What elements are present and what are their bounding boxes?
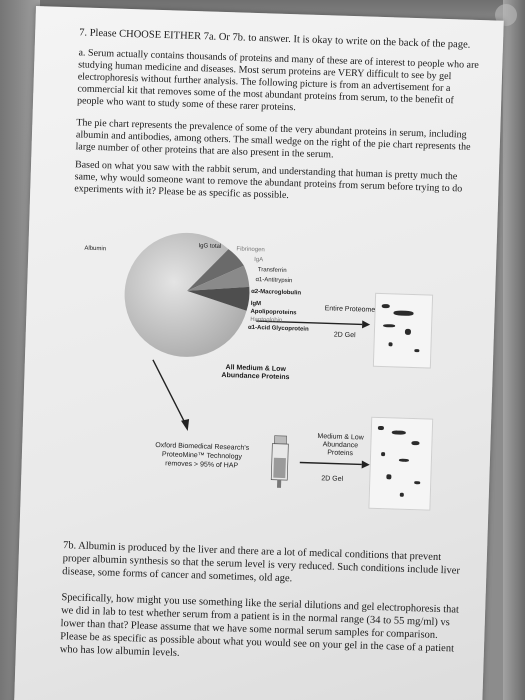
part-b-paragraph-2: Specifically, how might you use something like the serial dilutions and gel electrophoresis that we did in lab to test whether serum from a patient is in the normal range (34 to 55 mg/ml) vs lower than that? Please assume that we have some normal serum samples for comparison. Please be as specific as possible about what you would see on your gel in the case of a patient who has low albumin levels. — [59, 592, 460, 659]
part-b-paragraph-1: 7b. Albumin is produced by the liver and there are a lot of medical conditions that prevent proper albumin synthesis so that the serum level is very reduced. Such conditions include liver disease, some forms of cancer and sometimes, old age. — [62, 540, 461, 585]
oxford-line-1: Oxford Biomedical Research's — [155, 441, 250, 452]
gel-spot — [400, 493, 404, 497]
gel-spot — [382, 304, 390, 308]
gel-spot — [411, 441, 419, 445]
arrow-down — [151, 360, 187, 423]
gel-spot — [393, 310, 413, 316]
label-macroglobulin: α2-Macroglobulin — [251, 288, 302, 297]
gel-spot — [381, 452, 385, 456]
gel-spot — [378, 426, 384, 430]
worksheet-page — [14, 6, 504, 700]
part-a-paragraph-1: a. Serum actually contains thousands of proteins and many of these are of interest to people who are studying human medicine and diseases. Most serum proteins are VERY difficult to see by gel electrophoresis without further analysis. The following picture is from an advertisement for a commercial kit that removes some of the most abundant proteins from serum, to the benefit of people who want to study some of these rarer proteins. — [76, 47, 479, 114]
gel-spot — [399, 459, 409, 462]
column-tip — [277, 480, 281, 488]
arrowhead-down — [181, 419, 189, 431]
label-iga: IgA — [254, 256, 264, 264]
gel-spot — [392, 430, 406, 434]
part-a-paragraph-2: The pie chart represents the prevalence of some of the very abundant proteins in serum, including albumin and antibodies, among others. The small wedge on the right of the pie chart represents the large number of other proteins that are also present in the serum. — [75, 117, 471, 161]
oxford-line-2: ProteoMine™ Technology — [161, 451, 243, 461]
part-a-paragraph-3: Based on what you saw with the rabbit serum, and understanding that human is pretty much the same, why would someone want to remove the abundant proteins from serum before trying to do experiments with it? Please be as specific as possible. — [74, 159, 463, 202]
gel-spot — [388, 342, 392, 346]
label-all-medium-low: All Medium & Low Abundance Proteins — [221, 364, 290, 382]
gel-spot — [405, 329, 411, 335]
label-albumin: Albumin — [84, 245, 107, 253]
gel-spot — [414, 481, 420, 484]
label-igm: IgM — [250, 300, 262, 308]
question-header: 7. Please CHOOSE EITHER 7a. Or 7b. to answer. It is okay to write on the back of the page. — [79, 27, 471, 51]
label-medium-low-right: Medium & Low Abundance Proteins — [317, 433, 364, 458]
arrowhead-top — [362, 320, 370, 328]
gel-spot — [386, 474, 391, 479]
background-right — [503, 0, 525, 700]
arrow-bottom — [300, 463, 362, 465]
oxford-line-3: removes > 95% of HAP — [165, 460, 239, 470]
label-igg: IgG total — [198, 243, 222, 250]
label-2d-gel-top: 2D Gel — [333, 331, 356, 340]
label-entire-proteome: Entire Proteome — [324, 305, 376, 314]
gel-spot — [383, 324, 395, 327]
gel-medium-low — [368, 417, 433, 511]
label-haptoglobin: Haptoglobin — [250, 316, 283, 324]
label-glycoprotein: α1-Acid Glycoprotein — [247, 324, 309, 333]
column-resin — [273, 458, 286, 478]
column-cap — [274, 436, 286, 444]
label-transferrin: Transferrin — [257, 267, 287, 275]
label-antitrypsin: α1-Antitrypsin — [255, 277, 293, 285]
gel-spot — [414, 349, 419, 352]
label-fibrinogen: Fibrinogen — [236, 246, 265, 254]
label-2d-gel-bottom: 2D Gel — [321, 475, 344, 483]
label-apolipoproteins: Apolipoproteins — [250, 308, 297, 317]
gel-entire-proteome — [373, 293, 433, 369]
